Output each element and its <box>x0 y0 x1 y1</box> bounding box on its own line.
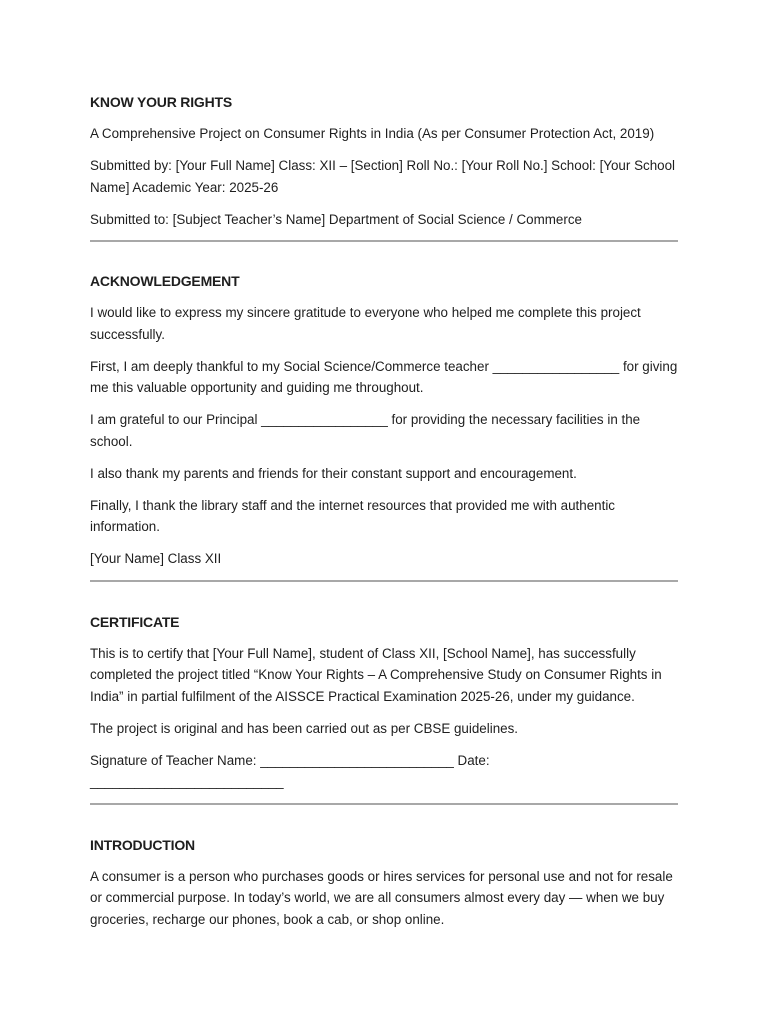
certificate-paragraph: This is to certify that [Your Full Name], student of Class XII, [School Name], has successfully completed the project titled “Know Your Rights – A Comprehensive Study on Consumer Rights in India” in partial fulfilment of the AISSCE Practical Examination 2025-26, under my guidance. <box>90 645 662 704</box>
acknowledgement-paragraph: I would like to express my sincere gratitude to everyone who helped me complete this project successfully. <box>90 305 641 342</box>
title-section <box>90 91 678 230</box>
submitted-to: Submitted to: [Subject Teacher’s Name] Department of Social Science / Commerce <box>90 211 582 227</box>
certificate-heading: CERTIFICATE <box>90 613 180 630</box>
introduction-paragraph: A consumer is a person who purchases goods or hires services for personal use and not for resale or commercial purpose. In today’s world, we are all consumers almost every day — when we buy groceries, recharge our phones, book a cab, or shop online. <box>90 868 673 927</box>
introduction-section <box>90 834 678 931</box>
certificate-section <box>90 611 678 793</box>
acknowledgement-paragraph: First, I am deeply thankful to my Social Science/Commerce teacher _________________ for giving me this valuable opportunity and guiding me throughout. <box>90 358 678 395</box>
acknowledgement-heading: ACKNOWLEDGEMENT <box>90 273 240 289</box>
acknowledgement-paragraph: I am grateful to our Principal _________________ for providing the necessary facilities in the school. <box>90 412 641 449</box>
acknowledgement-paragraph: I also thank my parents and friends for their constant support and encouragement. <box>90 465 577 481</box>
introduction-heading: INTRODUCTION <box>90 836 195 853</box>
acknowledgement-signoff: [Your Name] Class XII <box>90 551 222 566</box>
section-divider <box>90 580 678 582</box>
document-title: KNOW YOUR RIGHTS <box>90 94 232 110</box>
project-subtitle: A Comprehensive Project on Consumer Rights in India (As per Consumer Protection Act, 2019) <box>90 126 655 141</box>
submitted-by: Submitted by: [Your Full Name] Class: XII – [Section] Roll No.: [Your Roll No.] School: [Your School Name] Academic Year: 2025-26 <box>90 158 676 195</box>
section-divider <box>90 240 678 242</box>
acknowledgement-section <box>90 270 678 570</box>
acknowledgement-paragraph: Finally, I thank the library staff and the internet resources that provided me with authentic information. <box>90 497 615 534</box>
section-divider <box>90 803 678 805</box>
document-page <box>90 91 678 941</box>
signature-line: Signature of Teacher Name: __________________________ Date: __________________________ <box>90 752 490 789</box>
certificate-paragraph: The project is original and has been carried out as per CBSE guidelines. <box>90 720 519 736</box>
